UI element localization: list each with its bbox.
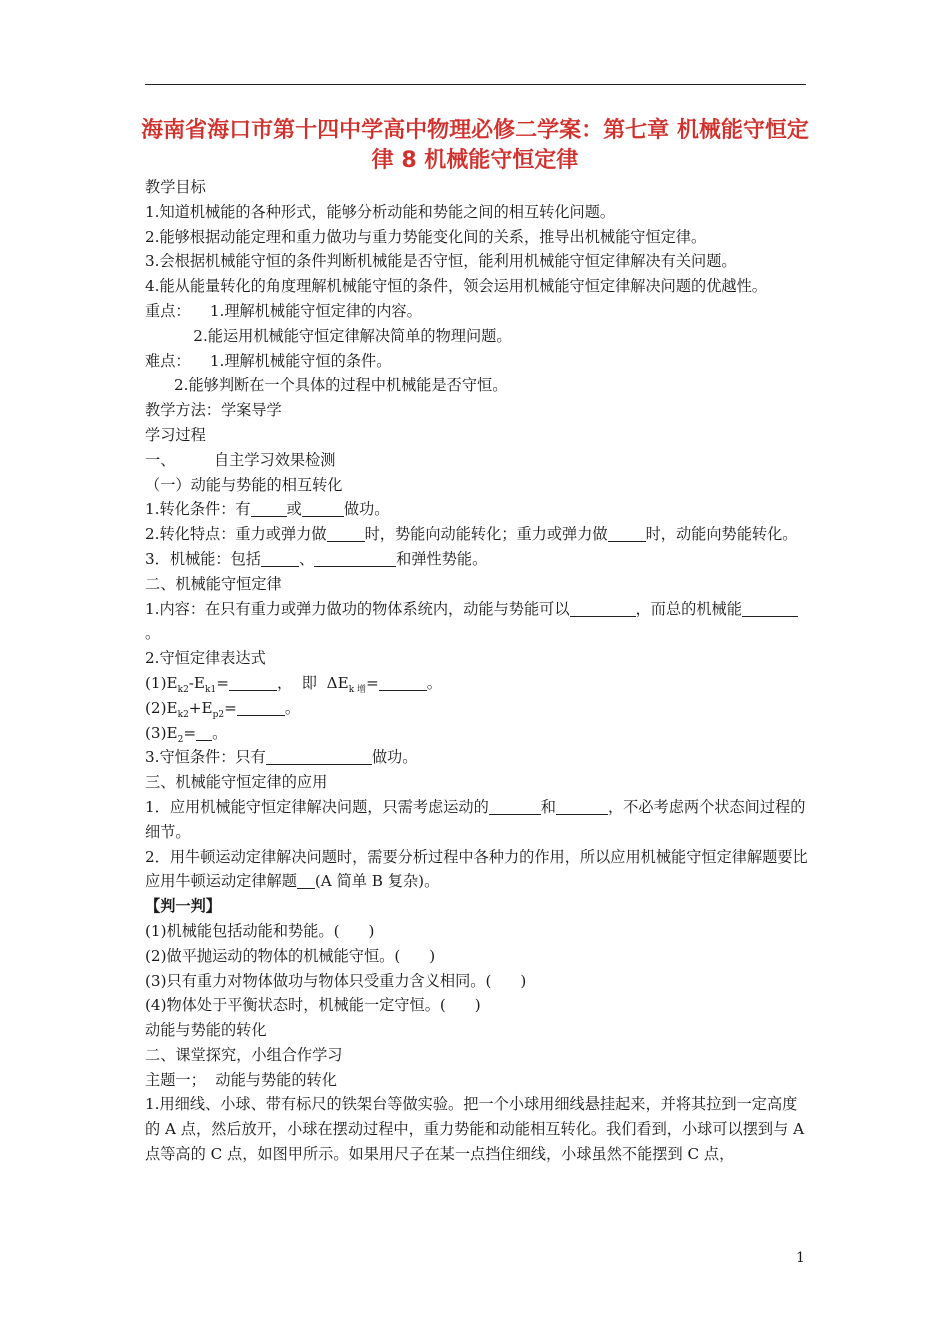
key-point-2: 2.能运用机械能守恒定律解决简单的物理问题。	[145, 326, 512, 345]
section-heading: 二、课堂探究，小组合作学习	[145, 1045, 343, 1064]
document-title: 海南省海口市第十四中学高中物理必修二学案：第七章 机械能守恒定律 8 机械能守恒定律	[141, 118, 809, 173]
answer-blank[interactable]	[314, 550, 396, 567]
section-heading: 教学目标	[145, 178, 206, 196]
formula-1: $(1)E_{k2}-E_{k1}=$ ， 即 $\Delta E_{k 增}=$ 。	[145, 673, 442, 695]
subsection-heading: （一）动能与势能的相互转化	[145, 475, 343, 494]
topic-heading: 主题一； 动能与势能的转化	[145, 1070, 337, 1089]
objective-2: 2.能够根据动能定理和重力做功与重力势能变化间的关系，推导出机械能守恒定律。	[145, 227, 707, 246]
difficulty-2: 2.能够判断在一个具体的过程中机械能是否守恒。	[145, 376, 508, 395]
section-heading: 一、 自主学习效果检测	[145, 450, 336, 469]
judge-item-4: (4)物体处于平衡状态时，机械能一定守恒。( )	[145, 996, 481, 1015]
fill-question-application-1: 1．应用机械能守恒定律解决问题，只需考虑运动的 和 ，不必考虑两个状态间过程的细节。	[145, 797, 806, 841]
answer-blank[interactable]	[266, 748, 372, 765]
answer-blank[interactable]	[379, 674, 427, 691]
answer-blank[interactable]	[251, 500, 287, 517]
answer-blank[interactable]	[302, 500, 344, 517]
section-heading: 三、机械能守恒定律的应用	[145, 773, 328, 792]
page-number: 1	[796, 1250, 805, 1266]
answer-blank[interactable]	[489, 798, 541, 815]
answer-blank[interactable]	[742, 600, 798, 617]
answer-blank[interactable]	[556, 798, 608, 815]
subsection-heading: 2.守恒定律表达式	[145, 649, 266, 668]
section-heading: 学习过程	[145, 425, 206, 444]
answer-blank[interactable]	[196, 724, 212, 741]
fill-question-3: 3．机械能：包括 、 和弹性势能。	[145, 549, 488, 568]
fill-question-2: 2.转化特点：重力或弹力做 时，势能向动能转化；重力或弹力做 时，动能向势能转化。	[145, 525, 798, 544]
subsection-heading: 动能与势能的转化	[145, 1021, 267, 1040]
answer-blank[interactable]	[229, 674, 277, 691]
judge-item-2: (2)做平抛运动的物体的机械能守恒。( )	[145, 946, 436, 965]
objective-1: 1.知道机械能的各种形式，能够分析动能和势能之间的相互转化问题。	[145, 202, 616, 221]
fill-question-content: 1.内容：在只有重力或弹力做功的物体系统内，动能与势能可以 ，而总的机械能。	[145, 597, 810, 647]
judge-item-3: (3)只有重力对物体做功与物体只受重力含义相同。( )	[145, 971, 527, 990]
answer-blank[interactable]	[327, 525, 365, 542]
judge-heading: 【判一判】	[145, 897, 221, 916]
answer-blank[interactable]	[261, 550, 299, 567]
answer-blank[interactable]	[570, 600, 636, 617]
fill-question-condition: 3.守恒条件：只有 做功。	[145, 748, 418, 767]
answer-blank[interactable]	[237, 699, 285, 716]
section-heading: 二、机械能守恒定律	[145, 574, 282, 593]
judge-item-1: (1)机械能包括动能和势能。( )	[145, 921, 375, 940]
fill-question-application-2: 2．用牛顿运动定律解决问题时，需要分析过程中各种力的作用，所以应用机械能守恒定律解题要比应用牛顿运动定律解题 (A 简单 B 复杂)。	[145, 847, 808, 891]
formula-2: $(2)E_{k2}+E_{p2}=$ 。	[145, 698, 301, 720]
answer-blank[interactable]	[608, 525, 646, 542]
fill-question-1: 1.转化条件：有 或 做功。	[145, 500, 390, 519]
experiment-paragraph: 1.用细线、小球、带有标尺的铁架台等做实验。把一个小球用细线悬挂起来，并将其拉到一定高度的 A 点，然后放开，小球在摆动过程中，重力势能和动能相互转化。我们看到，小球可以摆到与 A 点等高的 C 点，如图甲所示。如果用尺子在某一点挡住细线，小球虽然不能摆到 C 点，	[145, 1095, 805, 1164]
document-body	[145, 175, 810, 1167]
objective-3: 3.会根据机械能守恒的条件判断机械能是否守恒，能利用机械能守恒定律解决有关问题。	[145, 252, 737, 271]
teaching-method: 教学方法：学案导学	[145, 401, 282, 420]
objective-4: 4.能从能量转化的角度理解机械能守恒的条件，领会运用机械能守恒定律解决问题的优越性。	[145, 277, 767, 296]
header-rule	[145, 84, 806, 85]
difficulty-1: 难点： 1.理解机械能守恒的条件。	[145, 351, 392, 370]
formula-3: $(3)E_2=$ 。	[145, 723, 228, 745]
key-point-1: 重点： 1.理解机械能守恒定律的内容。	[145, 301, 422, 320]
answer-blank[interactable]	[297, 872, 315, 889]
